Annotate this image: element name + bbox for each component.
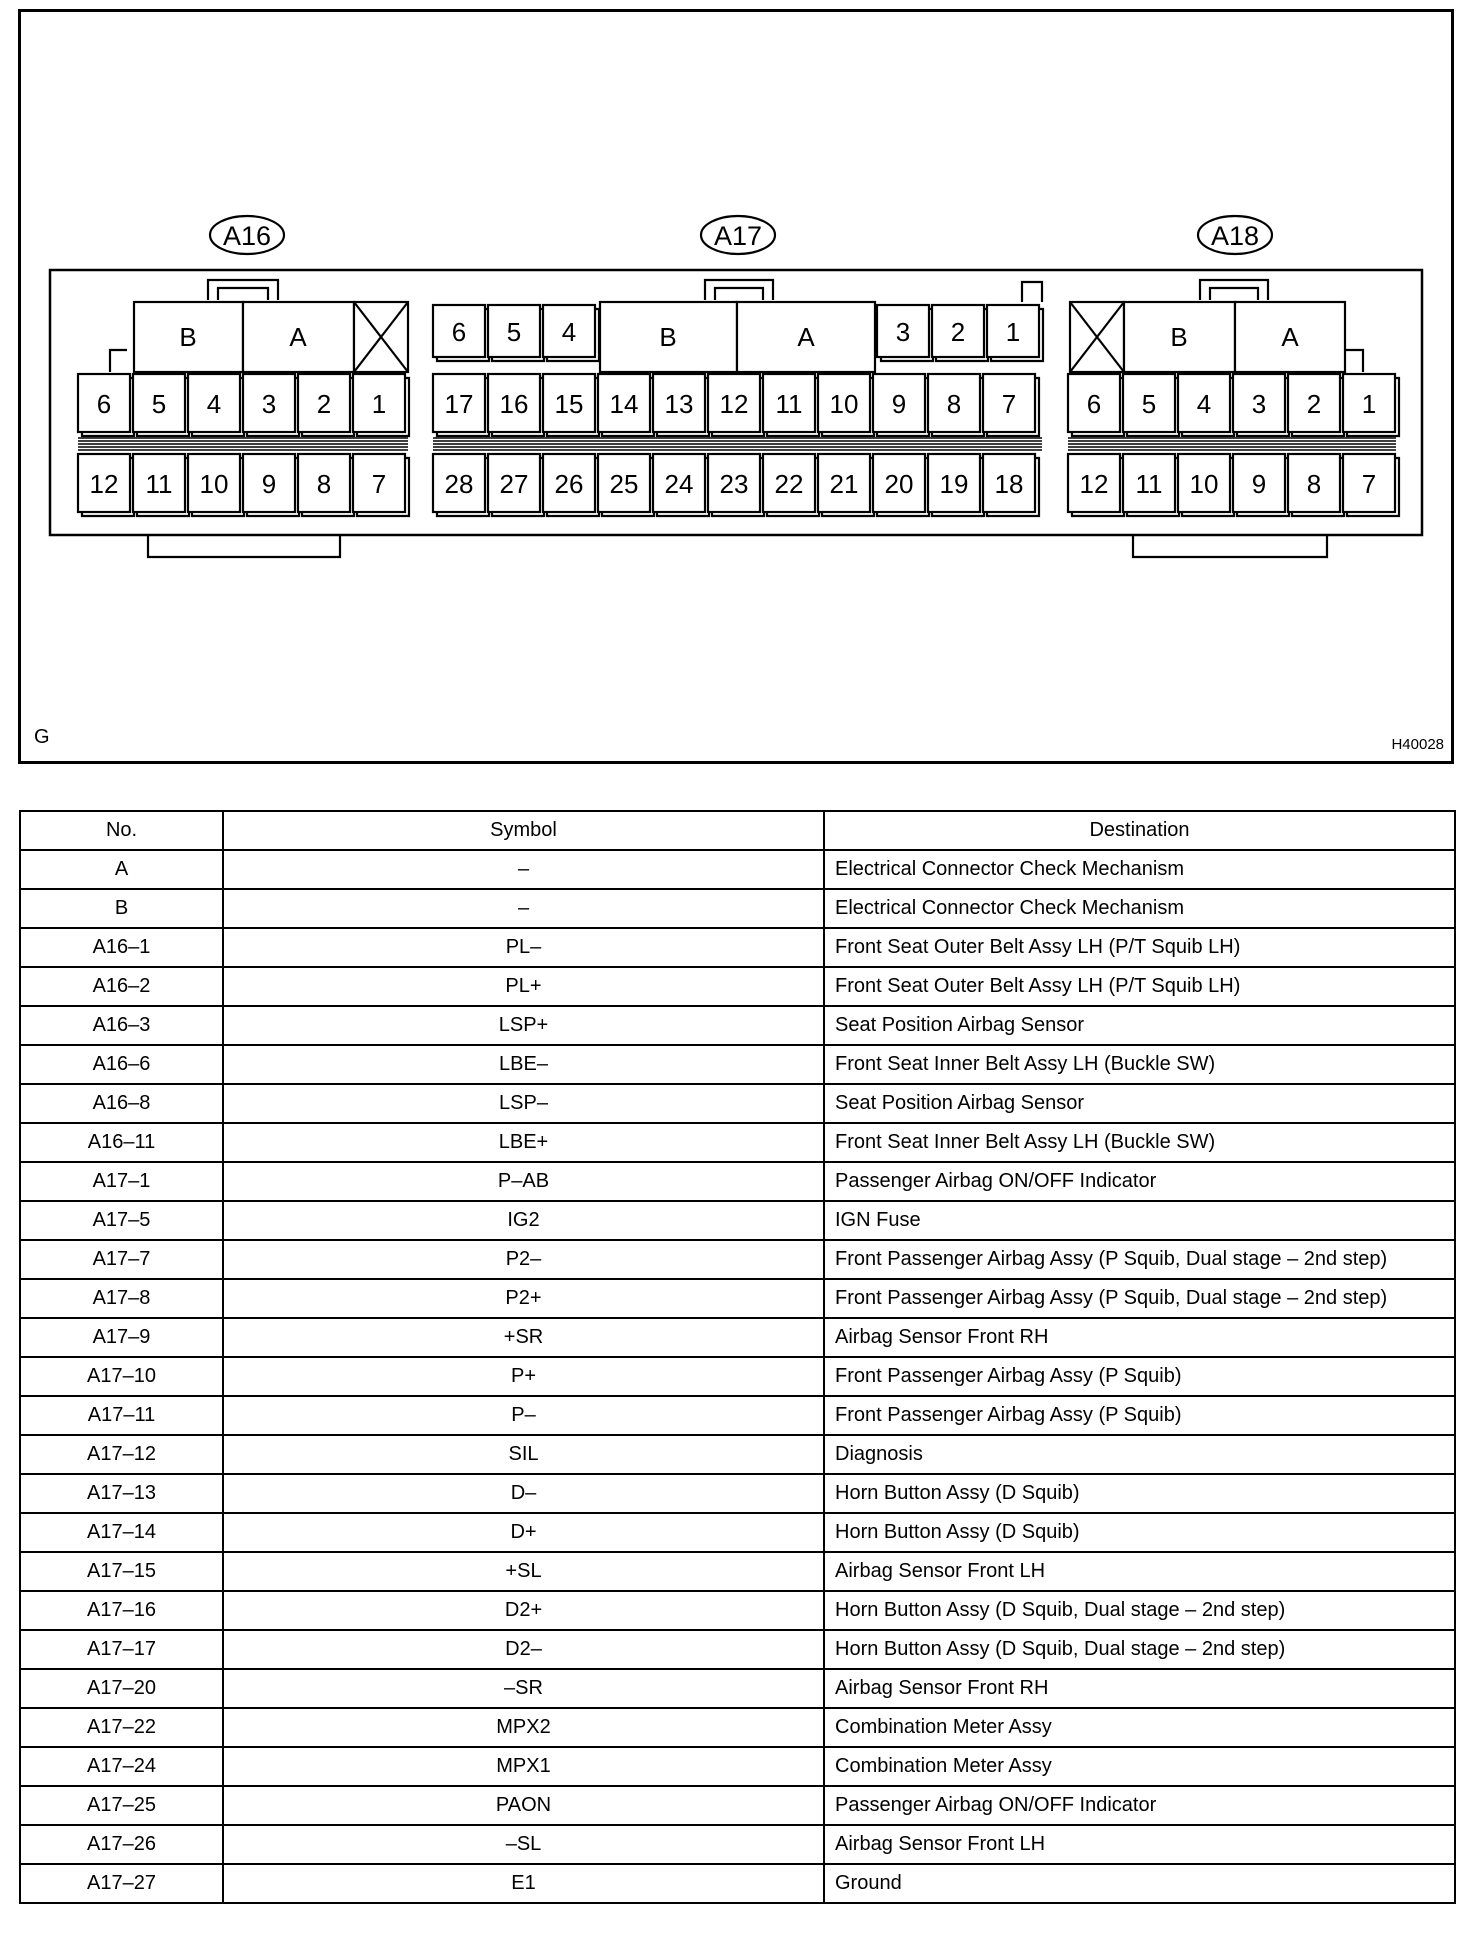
connector-diagram <box>0 0 1472 770</box>
cell-destination: Combination Meter Assy <box>824 1747 1455 1786</box>
cell-symbol: SIL <box>223 1435 824 1474</box>
cell-destination: Front Seat Outer Belt Assy LH (P/T Squib LH) <box>824 928 1455 967</box>
connector-label-a16: A16 <box>222 221 272 251</box>
cell-symbol: P+ <box>223 1357 824 1396</box>
table-row <box>20 1786 1455 1825</box>
cell-no: A17–26 <box>20 1825 223 1864</box>
a16-pin-10: 10 <box>199 469 229 499</box>
table-row <box>20 1396 1455 1435</box>
cell-symbol: LBE+ <box>223 1123 824 1162</box>
cell-destination: Front Passenger Airbag Assy (P Squib) <box>824 1357 1455 1396</box>
a16-bottom-latch <box>148 535 340 557</box>
cell-destination: Airbag Sensor Front RH <box>824 1318 1455 1357</box>
cell-no: A17–8 <box>20 1279 223 1318</box>
a16-pin-3: 3 <box>261 389 277 419</box>
connector-label-a18: A18 <box>1210 221 1260 251</box>
a17-pin-20: 20 <box>884 469 914 499</box>
table-row <box>20 1435 1455 1474</box>
a17-label-b: B <box>659 322 677 352</box>
cell-no: A17–20 <box>20 1669 223 1708</box>
a17-pin-13: 13 <box>664 389 694 419</box>
cell-destination: Front Seat Outer Belt Assy LH (P/T Squib LH) <box>824 967 1455 1006</box>
cell-destination: Horn Button Assy (D Squib, Dual stage – 2nd step) <box>824 1630 1455 1669</box>
a16-pin-5: 5 <box>151 389 167 419</box>
a17-pin-23: 23 <box>719 469 749 499</box>
cell-symbol: P2– <box>223 1240 824 1279</box>
a16-pin-2: 2 <box>316 389 332 419</box>
cell-symbol: –SL <box>223 1825 824 1864</box>
cell-no: A17–11 <box>20 1396 223 1435</box>
table-row <box>20 1318 1455 1357</box>
a17-label-a: A <box>797 322 815 352</box>
cell-destination: Front Seat Inner Belt Assy LH (Buckle SW) <box>824 1045 1455 1084</box>
table-row <box>20 1357 1455 1396</box>
a18-pin-1: 1 <box>1361 389 1377 419</box>
cell-symbol: LBE– <box>223 1045 824 1084</box>
cell-symbol: D2– <box>223 1630 824 1669</box>
table-row <box>20 1045 1455 1084</box>
a17-pin-16: 16 <box>499 389 529 419</box>
cell-no: A17–14 <box>20 1513 223 1552</box>
a17-pin-26: 26 <box>554 469 584 499</box>
a17-pin-upper-4: 4 <box>561 317 577 347</box>
cell-destination: Electrical Connector Check Mechanism <box>824 889 1455 928</box>
a17-pin-9: 9 <box>891 389 907 419</box>
table-row <box>20 1162 1455 1201</box>
table-header-row <box>20 811 1455 850</box>
cell-no: A17–1 <box>20 1162 223 1201</box>
cell-symbol: D– <box>223 1474 824 1513</box>
a17-pin-upper-2: 2 <box>950 317 966 347</box>
cell-no: A17–25 <box>20 1786 223 1825</box>
a17-pin-14: 14 <box>609 389 639 419</box>
cell-no: A <box>20 850 223 889</box>
a17-pin-24: 24 <box>664 469 694 499</box>
a18-pin-9: 9 <box>1251 469 1267 499</box>
cell-no: A16–6 <box>20 1045 223 1084</box>
pin-assignment-table <box>19 810 1456 1904</box>
a18-pin-2: 2 <box>1306 389 1322 419</box>
corner-letter: G <box>34 726 50 748</box>
cell-destination: Airbag Sensor Front LH <box>824 1825 1455 1864</box>
a17-pin-upper-3: 3 <box>895 317 911 347</box>
a17-pin-10: 10 <box>829 389 859 419</box>
cell-destination: Seat Position Airbag Sensor <box>824 1084 1455 1123</box>
cell-symbol: PL+ <box>223 967 824 1006</box>
cell-symbol: MPX2 <box>223 1708 824 1747</box>
cell-symbol: IG2 <box>223 1201 824 1240</box>
a17-pin-upper-5: 5 <box>506 317 522 347</box>
a18-pin-5: 5 <box>1141 389 1157 419</box>
table-row <box>20 1630 1455 1669</box>
table-row <box>20 1864 1455 1903</box>
cell-symbol: D2+ <box>223 1591 824 1630</box>
cell-no: A16–1 <box>20 928 223 967</box>
cell-no: A17–15 <box>20 1552 223 1591</box>
cell-destination: Front Passenger Airbag Assy (P Squib) <box>824 1396 1455 1435</box>
cell-destination: Passenger Airbag ON/OFF Indicator <box>824 1786 1455 1825</box>
a17-pin-25: 25 <box>609 469 639 499</box>
table-row <box>20 1708 1455 1747</box>
cell-symbol: P–AB <box>223 1162 824 1201</box>
cell-symbol: – <box>223 850 824 889</box>
table-row <box>20 889 1455 928</box>
a17-pin-8: 8 <box>946 389 962 419</box>
a18-pin-10: 10 <box>1189 469 1219 499</box>
cell-symbol: D+ <box>223 1513 824 1552</box>
cell-destination: Passenger Airbag ON/OFF Indicator <box>824 1162 1455 1201</box>
table-row <box>20 967 1455 1006</box>
a16-pin-12: 12 <box>89 469 119 499</box>
cell-no: A17–5 <box>20 1201 223 1240</box>
table-row <box>20 1474 1455 1513</box>
cell-symbol: P– <box>223 1396 824 1435</box>
table-row <box>20 1006 1455 1045</box>
cell-symbol: MPX1 <box>223 1747 824 1786</box>
a17-pin-22: 22 <box>774 469 804 499</box>
a18-pin-4: 4 <box>1196 389 1212 419</box>
cell-symbol: E1 <box>223 1864 824 1903</box>
cell-symbol: – <box>223 889 824 928</box>
table-row <box>20 1240 1455 1279</box>
cell-no: A17–9 <box>20 1318 223 1357</box>
a17-pin-19: 19 <box>939 469 969 499</box>
cell-no: A17–24 <box>20 1747 223 1786</box>
cell-destination: Front Passenger Airbag Assy (P Squib, Dual stage – 2nd step) <box>824 1279 1455 1318</box>
figure-code: H40028 <box>1391 736 1444 753</box>
cell-destination: Diagnosis <box>824 1435 1455 1474</box>
table-row <box>20 1825 1455 1864</box>
cell-no: A16–2 <box>20 967 223 1006</box>
table-row <box>20 1552 1455 1591</box>
cell-destination: Electrical Connector Check Mechanism <box>824 850 1455 889</box>
a18-pin-12: 12 <box>1079 469 1109 499</box>
cell-no: A17–12 <box>20 1435 223 1474</box>
cell-no: A17–10 <box>20 1357 223 1396</box>
cell-symbol: PL– <box>223 928 824 967</box>
a17-pin-11: 11 <box>775 389 803 419</box>
table-row <box>20 928 1455 967</box>
a17-pin-7: 7 <box>1001 389 1017 419</box>
a17-pin-18: 18 <box>994 469 1024 499</box>
cell-destination: Horn Button Assy (D Squib, Dual stage – 2nd step) <box>824 1591 1455 1630</box>
cell-destination: Airbag Sensor Front LH <box>824 1552 1455 1591</box>
a17-pin-17: 17 <box>444 389 474 419</box>
header-symbol: Symbol <box>223 811 824 850</box>
a17-pin-upper-6: 6 <box>451 317 467 347</box>
a16-label-b: B <box>179 322 197 352</box>
a18-label-a: A <box>1281 322 1299 352</box>
cell-no: A17–13 <box>20 1474 223 1513</box>
header-destination: Destination <box>824 811 1455 850</box>
a16-pin-7: 7 <box>371 469 387 499</box>
table-row <box>20 850 1455 889</box>
a16-pin-11: 11 <box>145 469 173 499</box>
cell-destination: Airbag Sensor Front RH <box>824 1669 1455 1708</box>
a17-pin-21: 21 <box>829 469 859 499</box>
a17-pin-28: 28 <box>444 469 474 499</box>
cell-no: A17–17 <box>20 1630 223 1669</box>
a18-pin-7: 7 <box>1361 469 1377 499</box>
a17-pin-15: 15 <box>554 389 584 419</box>
a17-pin-27: 27 <box>499 469 529 499</box>
cell-symbol: PAON <box>223 1786 824 1825</box>
cell-destination: Horn Button Assy (D Squib) <box>824 1513 1455 1552</box>
a18-bottom-latch <box>1133 535 1327 557</box>
a18-pin-3: 3 <box>1251 389 1267 419</box>
a17-pin-12: 12 <box>719 389 749 419</box>
cell-no: A17–16 <box>20 1591 223 1630</box>
cell-no: B <box>20 889 223 928</box>
a18-pin-8: 8 <box>1306 469 1322 499</box>
cell-no: A16–11 <box>20 1123 223 1162</box>
cell-destination: IGN Fuse <box>824 1201 1455 1240</box>
a16-pin-9: 9 <box>261 469 277 499</box>
table-row <box>20 1084 1455 1123</box>
cell-no: A16–3 <box>20 1006 223 1045</box>
cell-destination: Seat Position Airbag Sensor <box>824 1006 1455 1045</box>
cell-symbol: +SR <box>223 1318 824 1357</box>
cell-no: A16–8 <box>20 1084 223 1123</box>
a16-pin-1: 1 <box>371 389 387 419</box>
cell-no: A17–7 <box>20 1240 223 1279</box>
table-row <box>20 1669 1455 1708</box>
table-row <box>20 1279 1455 1318</box>
cell-symbol: –SR <box>223 1669 824 1708</box>
cell-no: A17–22 <box>20 1708 223 1747</box>
connector-label-a17: A17 <box>713 221 763 251</box>
a18-pin-11: 11 <box>1135 469 1163 499</box>
a18-pin-6: 6 <box>1086 389 1102 419</box>
table-row <box>20 1201 1455 1240</box>
a18-label-b: B <box>1170 322 1188 352</box>
cell-destination: Front Passenger Airbag Assy (P Squib, Dual stage – 2nd step) <box>824 1240 1455 1279</box>
cell-destination: Ground <box>824 1864 1455 1903</box>
a16-pin-8: 8 <box>316 469 332 499</box>
cell-destination: Front Seat Inner Belt Assy LH (Buckle SW) <box>824 1123 1455 1162</box>
table-row <box>20 1123 1455 1162</box>
a17-pin-upper-1: 1 <box>1005 317 1021 347</box>
table-row <box>20 1747 1455 1786</box>
table-row <box>20 1591 1455 1630</box>
cell-symbol: LSP+ <box>223 1006 824 1045</box>
cell-destination: Combination Meter Assy <box>824 1708 1455 1747</box>
cell-no: A17–27 <box>20 1864 223 1903</box>
cell-symbol: P2+ <box>223 1279 824 1318</box>
cell-symbol: +SL <box>223 1552 824 1591</box>
a16-pin-6: 6 <box>96 389 112 419</box>
a16-pin-4: 4 <box>206 389 222 419</box>
cell-destination: Horn Button Assy (D Squib) <box>824 1474 1455 1513</box>
cell-symbol: LSP– <box>223 1084 824 1123</box>
header-no: No. <box>20 811 223 850</box>
table-row <box>20 1513 1455 1552</box>
a16-label-a: A <box>289 322 307 352</box>
